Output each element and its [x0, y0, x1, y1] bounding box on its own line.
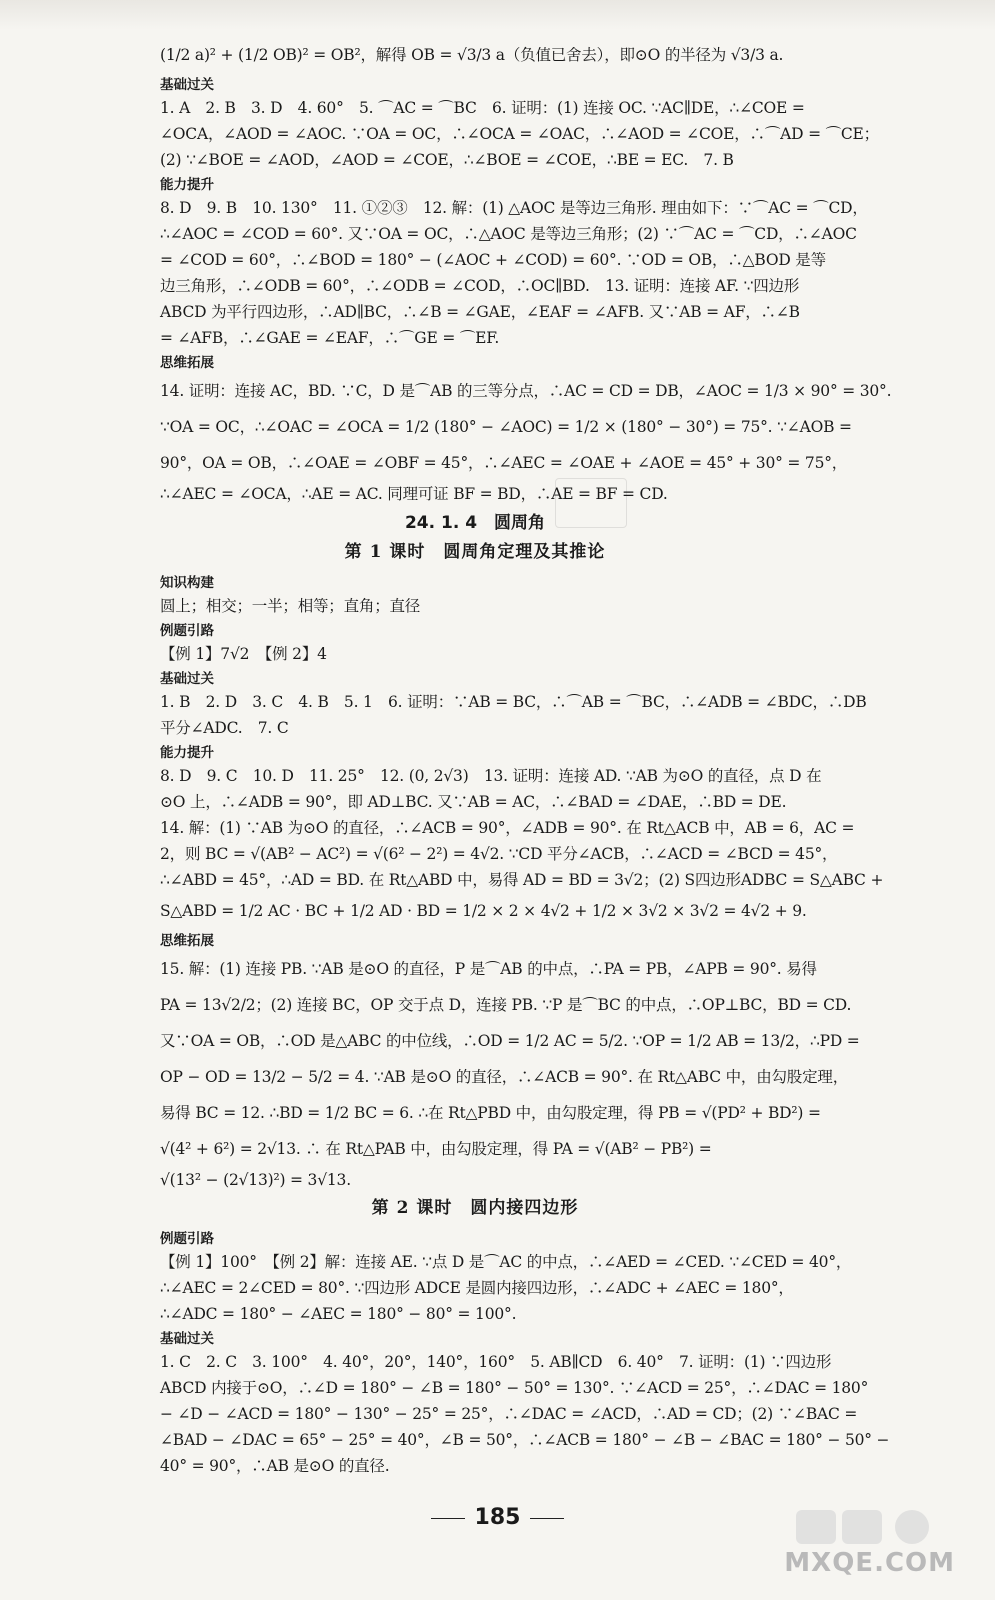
page-number-text: 185 — [474, 1505, 521, 1530]
section-heading: 基础过关 — [160, 671, 214, 687]
answer-line: ∠OCA，∠AOD = ∠AOC. ∵OA = OC，∴∠OCA = ∠OAC，∴∠AOD = ∠COE，∴⌒AD = ⌒CE； — [160, 125, 879, 143]
answer-line: S△ABD = 1/2 AC · BC + 1/2 AD · BD = 1/2 × 2 × 4√2 + 1/2 × 3√2 × 3√2 = 4√2 + 9. — [160, 902, 807, 920]
answer-line: 易得 BC = 12. ∴BD = 1/2 BC = 6. ∴在 Rt△PBD 中，由勾股定理，得 PB = √(PD² + BD²) = — [160, 1104, 821, 1122]
answer-line: 14. 证明：连接 AC，BD. ∵C，D 是⌒AB 的三等分点，∴AC = CD = DB，∠AOC = 1/3 × 90° = 30°. — [160, 382, 892, 400]
answer-line: 90°，OA = OB，∴∠OAE = ∠OBF = 45°，∴∠AEC = ∠OAE + ∠AOE = 45° + 30° = 75°， — [160, 454, 848, 472]
answer-line: − ∠D − ∠ACD = 180° − 130° − 25° = 25°，∴∠DAC = ∠ACD，∴AD = CD；(2) ∵∠BAC = — [160, 1405, 858, 1423]
answer-line: 【例 1】7√2 【例 2】4 — [160, 645, 327, 663]
answer-line: ∠BAD − ∠DAC = 65° − 25° = 40°，∠B = 50°，∴∠ACB = 180° − ∠B − ∠BAC = 180° − 50° − — [160, 1431, 890, 1449]
answer-line: 平分∠ADC. 7. C — [160, 719, 289, 737]
answer-line: (1/2 a)² + (1/2 OB)² = OB²，解得 OB = √3/3 a（负值已舍去），即⊙O 的半径为 √3/3 a. — [160, 46, 784, 64]
answer-line: (2) ∵∠BOE = ∠AOD，∠AOD = ∠COE，∴∠BOE = ∠COE，∴BE = EC. 7. B — [160, 151, 734, 169]
lesson-title: 第 2 课时 圆内接四边形 — [371, 1198, 579, 1218]
answer-line: 1. B 2. D 3. C 4. B 5. 1 6. 证明：∵AB = BC，∴⌒AB = ⌒BC，∴∠ADB = ∠BDC，∴DB — [160, 693, 867, 711]
answer-line: OP − OD = 13/2 − 5/2 = 4. ∵AB 是⊙O 的直径，∴∠ACB = 90°. 在 Rt△ABC 中，由勾股定理， — [160, 1068, 849, 1086]
answer-line: 15. 解：(1) 连接 PB. ∵AB 是⊙O 的直径，P 是⌒AB 的中点，∴PA = PB，∠APB = 90°. 易得 — [160, 960, 817, 978]
answer-line: 40° = 90°，∴AB 是⊙O 的直径. — [160, 1457, 390, 1475]
section-heading: 基础过关 — [160, 77, 214, 93]
answer-line: = ∠COD = 60°，∴∠BOD = 180° − (∠AOC + ∠COD) = 60°. ∵OD = OB，∴△BOD 是等 — [160, 251, 826, 269]
answer-line: 边三角形，∴∠ODB = 60°，∴∠ODB = ∠COD，∴OC∥BD. 13. 证明：连接 AF. ∵四边形 — [160, 277, 800, 295]
answer-line: ∵OA = OC，∴∠OAC = ∠OCA = 1/2 (180° − ∠AOC) = 1/2 × (180° − 30°) = 75°. ∵∠AOB = — [160, 418, 852, 436]
answer-line: ∴∠AOC = ∠COD = 60°. 又∵OA = OC，∴△AOC 是等边三角形；(2) ∵⌒AC = ⌒CD，∴∠AOC — [160, 225, 857, 243]
answer-line: 【例 1】100° 【例 2】解：连接 AE. ∵点 D 是⌒AC 的中点，∴∠AED = ∠CED. ∵∠CED = 40°， — [160, 1253, 852, 1271]
section-heading: 例题引路 — [160, 1231, 214, 1247]
answer-line: 圆上；相交；一半；相等；直角；直径 — [160, 597, 421, 615]
answer-line: ABCD 为平行四边形，∴AD∥BC，∴∠B = ∠GAE，∠EAF = ∠AFB. 又∵AB = AF，∴∠B — [160, 303, 800, 321]
answer-line: ∴∠AEC = 2∠CED = 80°. ∵四边形 ADCE 是圆内接四边形，∴∠ADC + ∠AEC = 180°， — [160, 1279, 794, 1297]
answer-line: 2，则 BC = √(AB² − AC²) = √(6² − 2²) = 4√2. ∵CD 平分∠ACB，∴∠ACD = ∠BCD = 45°， — [160, 845, 838, 863]
section-heading: 例题引路 — [160, 623, 214, 639]
answer-line: √(13² − (2√13)²) = 3√13. — [160, 1171, 351, 1189]
answer-line: 8. D 9. B 10. 130° 11. ①②③ 12. 解：(1) △AOC 是等边三角形. 理由如下：∵⌒AC = ⌒CD， — [160, 199, 868, 217]
scan-top-shade — [0, 0, 995, 30]
answer-line: ABCD 内接于⊙O，∴∠D = 180° − ∠B = 180° − 50° = 130°. ∵∠ACD = 25°，∴∠DAC = 180° — [160, 1379, 869, 1397]
section-heading: 思维拓展 — [160, 933, 214, 949]
answer-line: √(4² + 6²) = 2√13. ∴ 在 Rt△PAB 中，由勾股定理，得 PA = √(AB² − PB²) = — [160, 1140, 712, 1158]
answer-line: 1. C 2. C 3. 100° 4. 40°，20°，140°，160° 5. AB∥CD 6. 40° 7. 证明：(1) ∵四边形 — [160, 1353, 832, 1371]
lesson-title: 第 1 课时 圆周角定理及其推论 — [344, 542, 606, 562]
answer-line: ∴∠AEC = ∠OCA，∴AE = AC. 同理可证 BF = BD，∴AE = BF = CD. — [160, 485, 668, 503]
answer-line: ∴∠ADC = 180° − ∠AEC = 180° − 80° = 100°. — [160, 1305, 517, 1323]
answer-line: ∴∠ABD = 45°，∴AD = BD. 在 Rt△ABD 中，易得 AD = BD = 3√2；(2) S四边形ADBC = S△ABC + — [160, 871, 884, 889]
answer-line: 1. A 2. B 3. D 4. 60° 5. ⌒AC = ⌒BC 6. 证明：(1) 连接 OC. ∵AC∥DE，∴∠COE = — [160, 99, 805, 117]
right-dash — [530, 1518, 564, 1519]
answer-line: PA = 13√2/2；(2) 连接 BC，OP 交于点 D，连接 PB. ∵P 是⌒BC 的中点，∴OP⊥BC，BD = CD. — [160, 996, 852, 1014]
answer-line: 又∵OA = OB，∴OD 是△ABC 的中位线，∴OD = 1/2 AC = 5/2. ∵OP = 1/2 AB = 13/2，∴PD = — [160, 1032, 860, 1050]
section-heading: 思维拓展 — [160, 355, 214, 371]
watermark-text: MXQE.COM — [784, 1548, 955, 1578]
section-heading: 基础过关 — [160, 1331, 214, 1347]
watermark-logo — [784, 1506, 977, 1584]
answer-line: = ∠AFB，∴∠GAE = ∠EAF，∴⌒GE = ⌒EF. — [160, 329, 500, 347]
section-heading: 知识构建 — [160, 575, 214, 591]
answer-line: 8. D 9. C 10. D 11. 25° 12. (0, 2√3) 13. 证明：连接 AD. ∵AB 为⊙O 的直径，点 D 在 — [160, 767, 822, 785]
section-title: 24. 1. 4 圆周角 — [404, 513, 546, 533]
answer-line: ⊙O 上，∴∠ADB = 90°，即 AD⊥BC. 又∵AB = AC，∴∠BAD = ∠DAE，∴BD = DE. — [160, 793, 787, 811]
section-heading: 能力提升 — [160, 745, 214, 761]
left-dash — [431, 1518, 465, 1519]
section-heading: 能力提升 — [160, 177, 214, 193]
answer-page — [160, 38, 892, 1480]
answer-line: 14. 解：(1) ∵AB 为⊙O 的直径，∴∠ACB = 90°，∠ADB = 90°. 在 Rt△ACB 中，AB = 6，AC = — [160, 819, 855, 837]
